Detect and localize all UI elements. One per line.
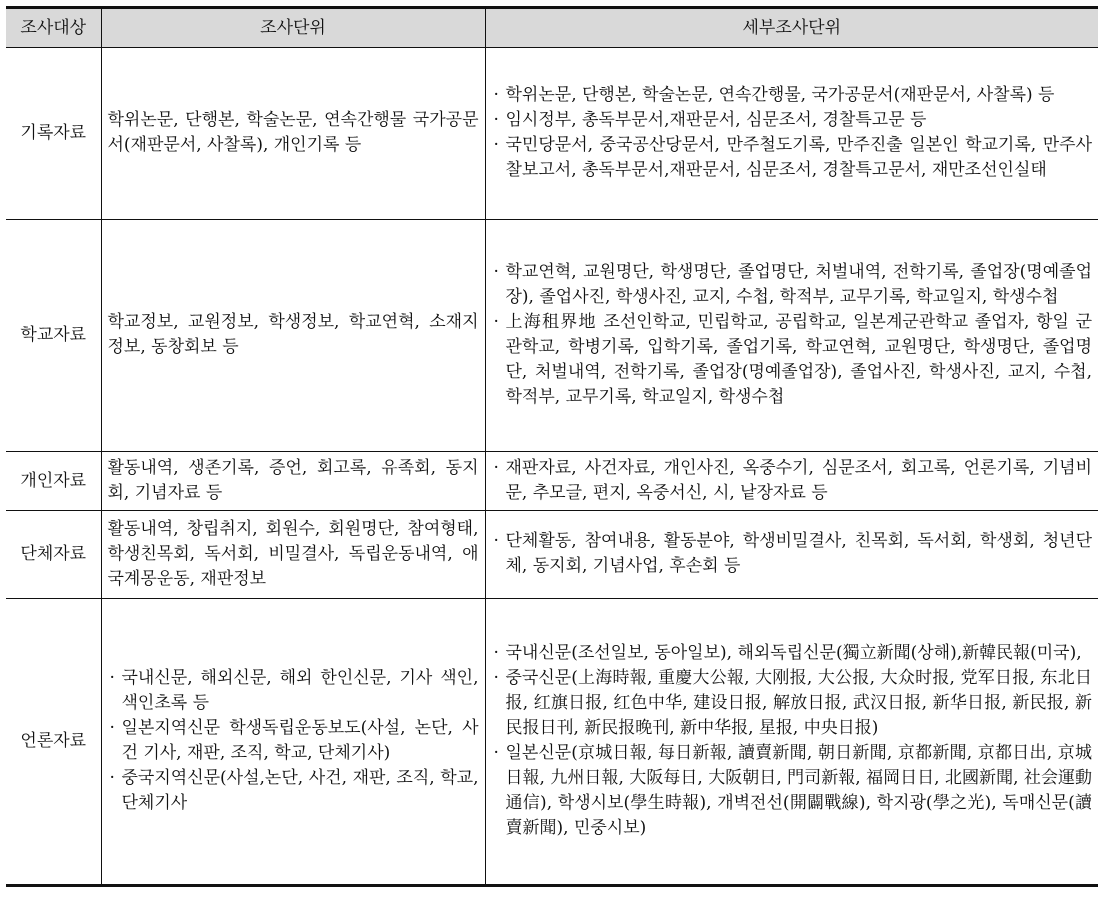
detail-item: · 학위논문, 단행본, 학술논문, 연속간행물, 국가공문서(재판문서, 사찰록) 등 [492, 83, 1093, 108]
unit-item: · 일본지역신문 학생독립운동보도(사설, 논단, 사건 기사, 재판, 조직, 학교, 단체기사) [108, 716, 479, 766]
row-category: 언론자료 [6, 599, 101, 886]
row-category: 단체자료 [6, 511, 101, 599]
detail-item: · 일본신문(京城日報, 每日新報, 讀賣新聞, 朝日新聞, 京都新聞, 京都日出, 京城日報, 九州日報, 大阪每日, 大阪朝日, 門司新報, 福岡日日, 北國新聞, 社会運動通信), 학생시보(學生時報), 개벽전선(開闢戰線), 학지광(學之光), 독매신문(讀賣新聞), 민중시보) [492, 741, 1093, 841]
row-category: 기록자료 [6, 48, 101, 220]
detail-item: · 재판자료, 사건자료, 개인사진, 옥중수기, 심문조서, 회고록, 언론기록, 기념비문, 추모글, 편지, 옥중서신, 시, 낱장자료 등 [492, 456, 1093, 506]
document-page [6, 6, 1098, 887]
detail-list [492, 260, 1093, 410]
table-row [6, 220, 1098, 452]
row-details [485, 452, 1098, 511]
row-details [485, 511, 1098, 599]
detail-item: · 중국신문(上海時報, 重慶大公報, 大刚报, 大公报, 大众时报, 党军日报, 东北日报, 红旗日报, 红色中华, 建设日报, 解放日报, 武汉日报, 新华日报, 新民报, 新民报日刊, 新民报晚刊, 新中华报, 星报, 中央日报) [492, 666, 1093, 741]
row-unit [101, 599, 485, 886]
header-survey-target: 조사대상 [6, 8, 101, 48]
detail-list [492, 529, 1093, 579]
detail-item: · 학교연혁, 교원명단, 학생명단, 졸업명단, 처벌내역, 전학기록, 졸업장(명예졸업장), 졸업사진, 학생사진, 교지, 수첩, 학적부, 교무기록, 학교일지, 학생수첩 [492, 260, 1093, 310]
table-row [6, 599, 1098, 886]
row-details [485, 48, 1098, 220]
detail-item: · 국민당문서, 중국공산당문서, 만주철도기록, 만주진출 일본인 학교기록, 만주사찰보고서, 총독부문서,재판문서, 심문조서, 경찰특고문서, 재만조선인실태 [492, 133, 1093, 183]
unit-item: · 국내신문, 해외신문, 해외 한인신문, 기사 색인, 색인초록 등 [108, 666, 479, 716]
row-category: 개인자료 [6, 452, 101, 511]
row-unit: 활동내역, 창립취지, 회원수, 회원명단, 참여형태, 학생친목회, 독서회, 비밀결사, 독립운동내역, 애국계몽운동, 재판정보 [101, 511, 485, 599]
header-survey-unit: 조사단위 [101, 8, 485, 48]
header-detail-unit: 세부조사단위 [485, 8, 1098, 48]
row-unit: 활동내역, 생존기록, 증언, 회고록, 유족회, 동지회, 기념자료 등 [101, 452, 485, 511]
detail-list [492, 456, 1093, 506]
unit-list [108, 666, 479, 816]
unit-item: · 중국지역신문(사설,논단, 사건, 재판, 조직, 학교, 단체기사 [108, 766, 479, 816]
table-row [6, 511, 1098, 599]
table-row [6, 452, 1098, 511]
detail-item: · 임시정부, 총독부문서,재판문서, 심문조서, 경찰특고문 등 [492, 108, 1093, 133]
survey-table [6, 6, 1098, 887]
detail-item: · 단체활동, 참여내용, 활동분야, 학생비밀결사, 친목회, 독서회, 학생회, 청년단체, 동지회, 기념사업, 후손회 등 [492, 529, 1093, 579]
row-details [485, 599, 1098, 886]
row-unit: 학교정보, 교원정보, 학생정보, 학교연혁, 소재지정보, 동창회보 등 [101, 220, 485, 452]
detail-item: · 국내신문(조선일보, 동아일보), 해외독립신문(獨立新聞(상해),新韓民報(미국), [492, 641, 1093, 666]
row-unit: 학위논문, 단행본, 학술논문, 연속간행물 국가공문서(재판문서, 사찰록), 개인기록 등 [101, 48, 485, 220]
row-category: 학교자료 [6, 220, 101, 452]
detail-list [492, 83, 1093, 183]
row-details [485, 220, 1098, 452]
detail-item: · 上海租界地 조선인학교, 민립학교, 공립학교, 일본계군관학교 졸업자, 항일 군관학교, 학병기록, 입학기록, 졸업기록, 학교연혁, 교원명단, 학생명단, 졸업명단, 처벌내역, 전학기록, 졸업장(명예졸업장), 졸업사진, 학생사진, 교지, 수첩, 학적부, 교무기록, 학교일지, 학생수첩 [492, 310, 1093, 410]
detail-list [492, 641, 1093, 841]
table-row [6, 48, 1098, 220]
header-row [6, 8, 1098, 48]
